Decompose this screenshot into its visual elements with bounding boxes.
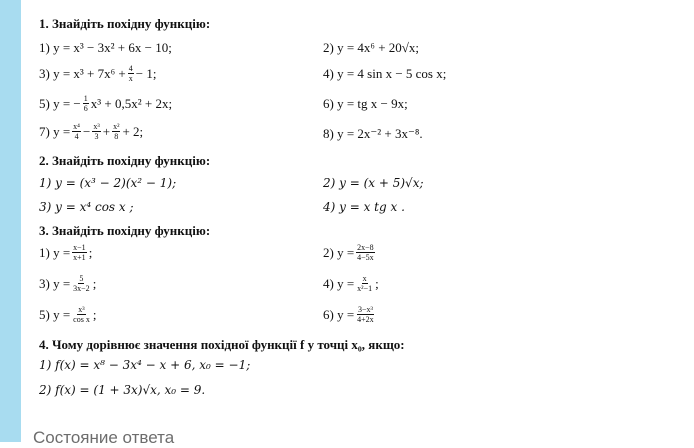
s3-item3-fraction [72,274,91,293]
fraction-denominator: 4+2x [357,315,374,324]
fraction-denominator: x+1 [73,253,86,262]
operator: + [102,123,111,139]
s3-item1 [39,243,92,262]
s1-item7-tail: + 2; [122,123,144,139]
fraction-numerator: x² [113,122,120,131]
s3-item4-fraction [356,274,373,293]
fraction-numerator: x³ [93,122,100,131]
s1-item7-label: 7) y = [39,123,71,139]
s3-item2-label: 2) y = [323,244,355,260]
fraction-denominator: 3x−2 [73,284,90,293]
s3-item1-tail: ; [88,244,93,260]
s1-item1: 1) y = x³ − 3x² + 6x − 10; [39,40,172,55]
fraction-numerator: x⁴ [73,122,80,131]
s1-item3-label: 3) y = x³ + 7x⁶ + [39,65,126,81]
s3-item2 [323,243,377,262]
exercise-sheet [21,0,694,447]
fraction-numerator: 2x−8 [357,243,374,252]
fraction-denominator: 6 [83,104,88,113]
s2-item1: 1) y = (x³ − 2)(x² − 1); [39,176,177,190]
s1-item7-fraction-b [92,122,100,141]
s3-item5 [39,305,96,324]
s4-item2: 2) f(x) = (1 + 3x)√x, x₀ = 9. [39,383,206,397]
s1-item3-tail: − 1; [135,65,157,81]
left-accent-bar [0,0,21,442]
s4-item1: 1) f(x) = x⁸ − 3x⁴ − x + 6, x₀ = −1; [39,358,251,372]
s3-item4-tail: ; [375,275,379,291]
s3-item4-label: 4) y = [323,275,355,291]
fraction-numerator: 4 [128,64,133,73]
s1-item5-fraction [83,94,89,113]
s1-item8: 8) y = 2x⁻² + 3x⁻⁸. [323,126,423,141]
fraction-numerator: x−1 [73,243,86,252]
fraction-numerator: x [362,274,367,283]
s1-item5-label: 5) y = − [39,95,81,111]
s3-item5-label: 5) y = [39,306,71,322]
section3-heading: 3. Знайдіть похідну функцію: [39,223,211,238]
fraction-numerator: 5 [79,274,84,283]
s2-item4: 4) y = x tg x . [323,200,405,214]
fraction-numerator: x³ [78,305,85,314]
s1-item7-fraction-a [72,122,81,141]
s2-item2: 2) y = (x + 5)√x; [323,176,424,190]
s3-item6-fraction [356,305,375,324]
operator: − [82,123,91,139]
fraction-denominator: 3 [94,132,99,141]
section1-heading: 1. Знайдіть похідну функцію: [39,16,211,31]
s3-item1-fraction [72,243,87,262]
fraction-denominator: cos x [73,315,90,324]
s3-item6 [323,305,377,324]
fraction-numerator: 3−x³ [357,305,373,314]
s1-item3 [39,64,156,83]
s3-item1-label: 1) y = [39,244,71,260]
s1-item7 [39,122,143,141]
s1-item5 [39,94,172,113]
s3-item5-fraction [72,305,91,324]
fraction-denominator: 4 [74,132,79,141]
s3-item3 [39,274,96,293]
s1-item7-fraction-c [112,122,120,141]
fraction-denominator: x [128,74,133,83]
s3-item3-label: 3) y = [39,275,71,291]
s1-item5-tail: x³ + 0,5x² + 2x; [90,95,173,111]
section4-heading: 4. Чому дорівнює значення похідної функції f у точці x₀, якщо: [39,337,405,352]
s1-item4: 4) y = 4 sin x − 5 cos x; [323,66,447,81]
s3-item4 [323,274,379,293]
s1-item2: 2) y = 4x⁶ + 20√x; [323,40,420,55]
s3-item6-label: 6) y = [323,306,355,322]
s1-item6: 6) y = tg x − 9x; [323,96,408,111]
s3-item5-tail: ; [92,306,97,322]
s3-item2-fraction [356,243,375,262]
s1-item3-fraction [128,64,134,83]
s3-item3-tail: ; [92,275,97,291]
fraction-denominator: 4−5x [357,253,374,262]
fraction-denominator: x²−1 [357,284,373,293]
s2-item3: 3) y = x⁴ cos x ; [39,200,134,214]
fraction-numerator: 1 [83,94,88,103]
answer-status-label: Состояние ответа [33,428,175,447]
section2-heading: 2. Знайдіть похідну функцію: [39,153,211,168]
fraction-denominator: 8 [114,132,119,141]
